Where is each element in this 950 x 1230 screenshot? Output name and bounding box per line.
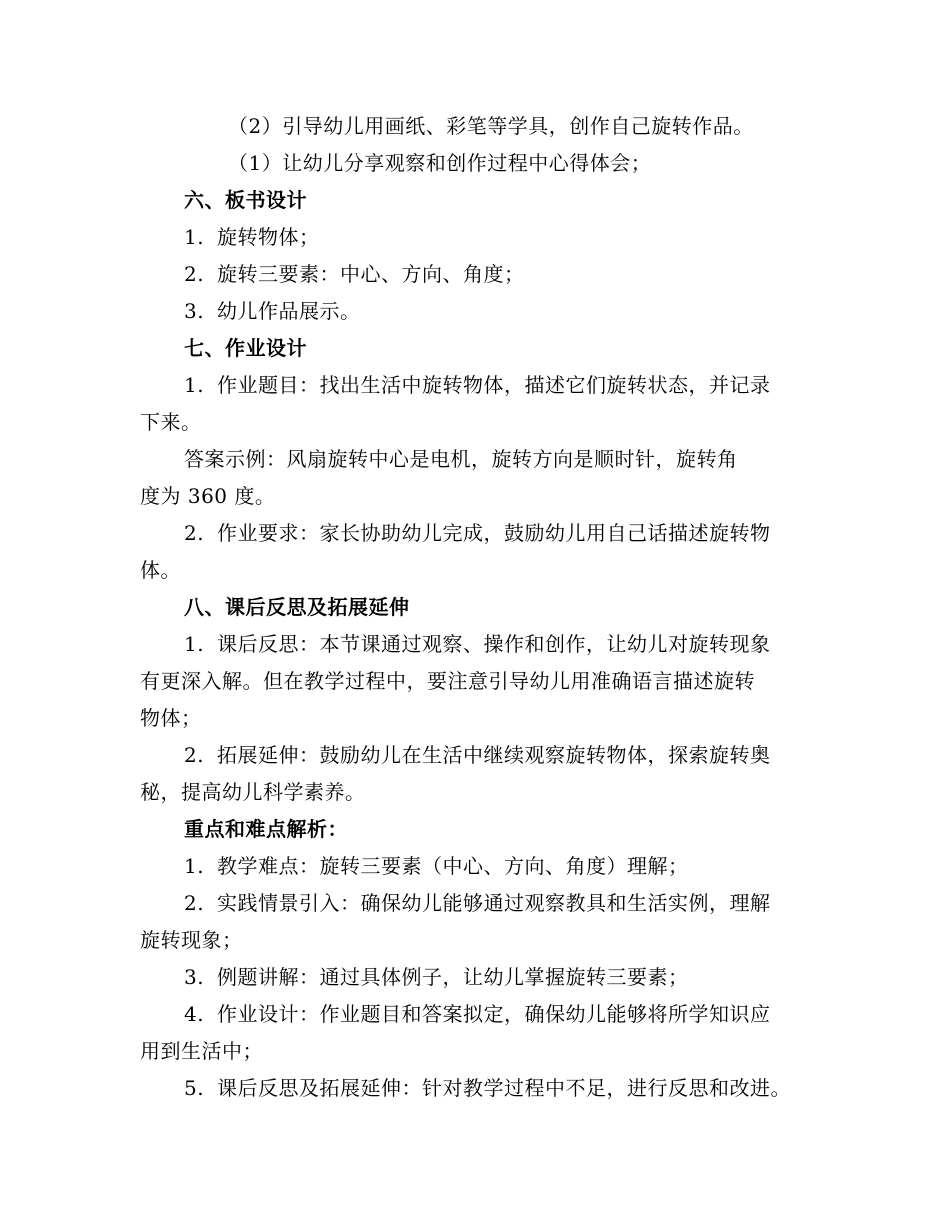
line-text: 教学难点：旋转三要素（中心、方向、角度）理解；: [217, 854, 689, 878]
doc-line-ref-2b: [140, 774, 820, 811]
doc-line-key-2a: [140, 885, 820, 922]
line-text: （2）引导幼儿用画纸、彩笔等学具，创作自己旋转作品。: [228, 114, 754, 138]
document-body: [140, 108, 820, 1107]
line-text: 例题讲解：通过具体例子，让幼儿掌握旋转三要素；: [217, 965, 689, 989]
list-number: 1.: [184, 225, 205, 249]
doc-line-key-1: [140, 848, 820, 885]
doc-line-hw-2a: [140, 515, 820, 552]
doc-line-hw-2b: [140, 552, 820, 589]
doc-line-key-5: [140, 1070, 820, 1107]
list-number: 1.: [184, 854, 205, 878]
doc-line-ref-2a: [140, 737, 820, 774]
list-number: 2.: [184, 521, 205, 545]
doc-line-step-1: [140, 145, 820, 182]
line-text: 旋转现象；: [140, 928, 243, 952]
line-text: 答案示例：风扇旋转中心是电机，旋转方向是顺时针，旋转角: [184, 447, 738, 471]
doc-line-ref-1b: [140, 663, 820, 700]
list-number: 3.: [184, 299, 205, 323]
line-text: 度为 360 度。: [140, 484, 276, 508]
doc-line-key-3: [140, 959, 820, 996]
list-number: 2.: [184, 743, 205, 767]
line-text: 作业题目：找出生活中旋转物体，描述它们旋转状态，并记录: [217, 373, 771, 397]
doc-line-key-4b: [140, 1033, 820, 1070]
line-text: 旋转物体；: [217, 225, 320, 249]
line-text: 作业要求：家长协助幼儿完成，鼓励幼儿用自己话描述旋转物: [217, 521, 771, 545]
line-text: 八、课后反思及拓展延伸: [184, 595, 410, 619]
doc-line-key-2b: [140, 922, 820, 959]
line-text: 课后反思及拓展延伸：针对教学过程中不足，进行反思和改进。: [217, 1076, 791, 1100]
line-text: 课后反思：本节课通过观察、操作和创作，让幼儿对旋转现象: [217, 632, 771, 656]
list-number: 1.: [184, 632, 205, 656]
doc-line-hw-1b: [140, 404, 820, 441]
line-text: 七、作业设计: [184, 336, 307, 360]
line-text: （1）让幼儿分享观察和创作过程中心得体会；: [228, 151, 652, 175]
doc-line-step-2: [140, 108, 820, 145]
line-text: 作业设计：作业题目和答案拟定，确保幼儿能够将所学知识应: [217, 1002, 771, 1026]
list-number: 5.: [184, 1076, 205, 1100]
doc-line-key-4a: [140, 996, 820, 1033]
line-text: 用到生活中；: [140, 1039, 263, 1063]
line-text: 六、板书设计: [184, 188, 307, 212]
doc-line-board-2: [140, 256, 820, 293]
doc-line-heading-8: [140, 589, 820, 626]
doc-line-heading-6: [140, 182, 820, 219]
list-number: 2.: [184, 262, 205, 286]
line-text: 有更深入解。但在教学过程中，要注意引导幼儿用准确语言描述旋转: [140, 669, 755, 693]
list-number: 2.: [184, 891, 205, 915]
line-text: 幼儿作品展示。: [217, 299, 361, 323]
doc-line-heading-key: [140, 811, 820, 848]
doc-line-ref-1a: [140, 626, 820, 663]
doc-line-ref-1c: [140, 700, 820, 737]
doc-line-heading-7: [140, 330, 820, 367]
list-number: 3.: [184, 965, 205, 989]
line-text: 重点和难点解析：: [184, 817, 348, 841]
line-text: 秘，提高幼儿科学素养。: [140, 780, 366, 804]
line-text: 物体；: [140, 706, 202, 730]
list-number: 1.: [184, 373, 205, 397]
doc-line-hw-ans-b: [140, 478, 820, 515]
doc-line-hw-ans-a: [140, 441, 820, 478]
doc-line-board-3: [140, 293, 820, 330]
list-number: 4.: [184, 1002, 205, 1026]
line-text: 下来。: [140, 410, 202, 434]
line-text: 实践情景引入：确保幼儿能够通过观察教具和生活实例，理解: [217, 891, 771, 915]
line-text: 拓展延伸：鼓励幼儿在生活中继续观察旋转物体，探索旋转奥: [217, 743, 771, 767]
line-text: 体。: [140, 558, 181, 582]
doc-line-board-1: [140, 219, 820, 256]
line-text: 旋转三要素：中心、方向、角度；: [217, 262, 525, 286]
doc-line-hw-1a: [140, 367, 820, 404]
